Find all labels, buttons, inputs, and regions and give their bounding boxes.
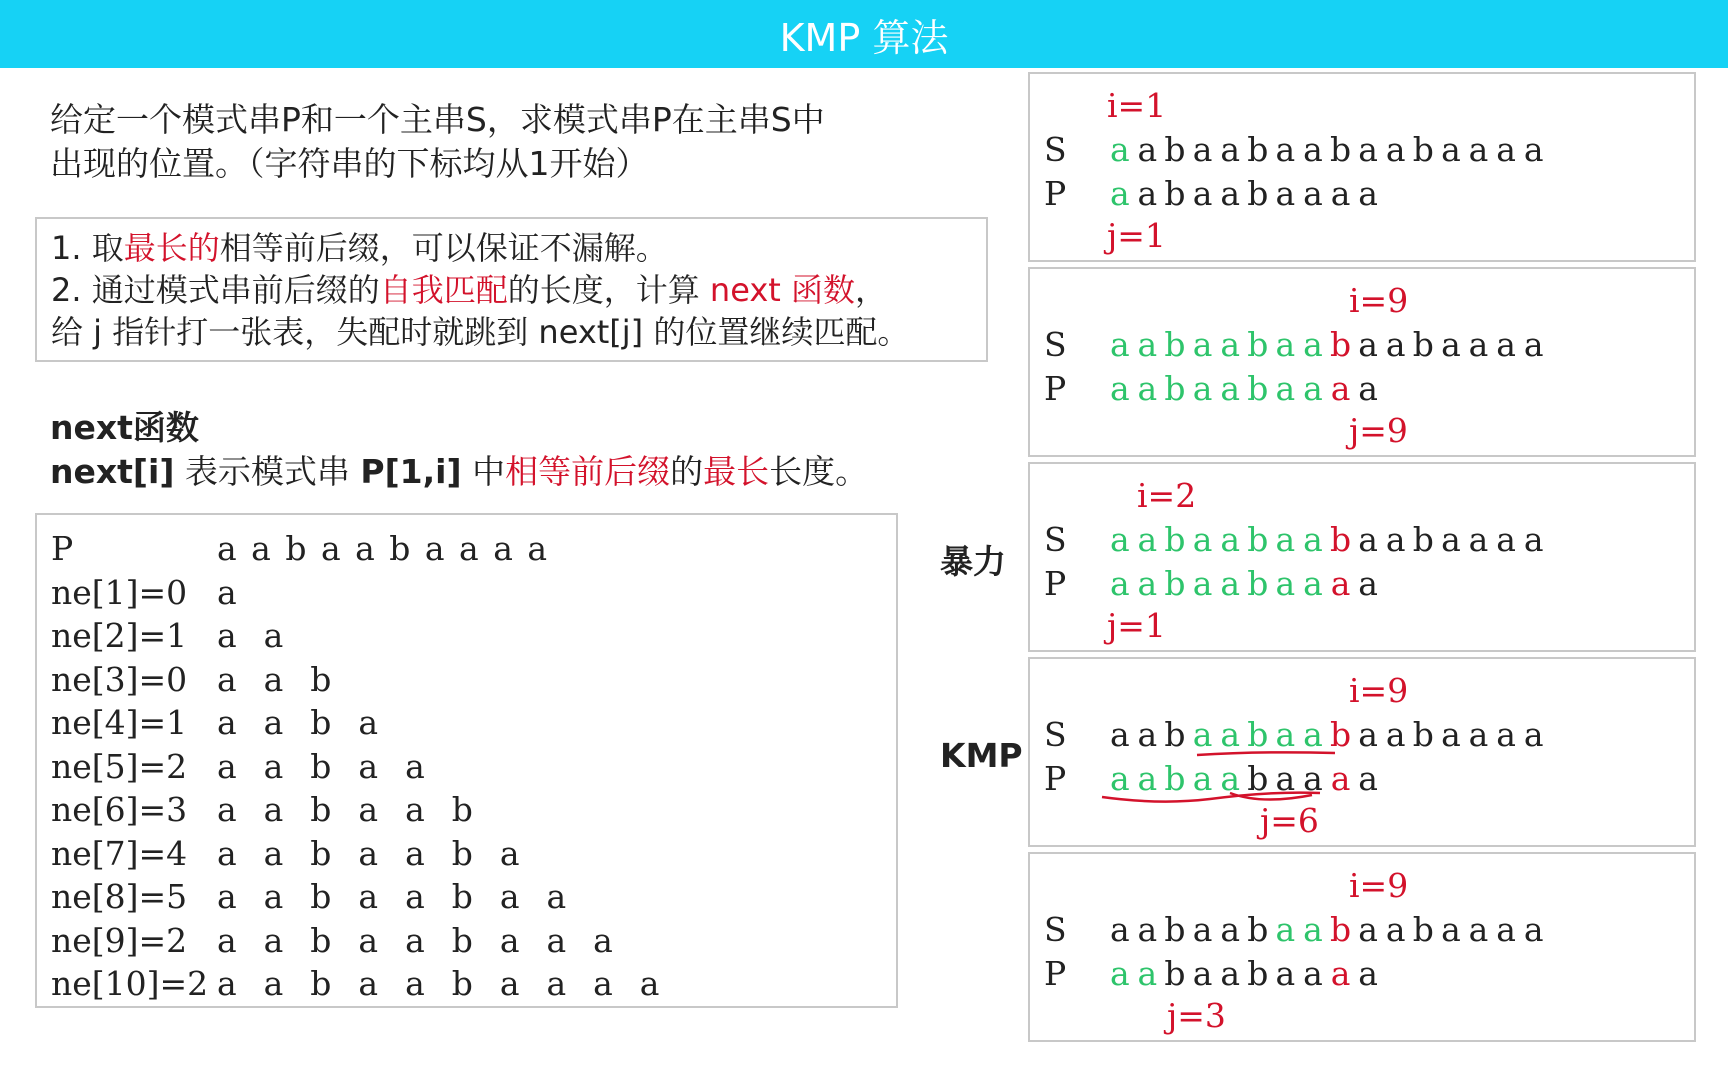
char: b — [1329, 910, 1352, 949]
i-pointer: i=9 — [1349, 671, 1409, 710]
table-row-key: ne[4]=1 — [51, 703, 188, 743]
table-row-value: a a b a a b a a a — [217, 920, 615, 960]
table-row-key: ne[10]=2 — [51, 964, 209, 1004]
char: b — [1412, 715, 1434, 754]
char: b — [1412, 325, 1434, 364]
p-string — [1106, 174, 1382, 213]
char: b — [1329, 130, 1352, 169]
char: a — [1275, 910, 1296, 949]
char: b — [1164, 564, 1186, 603]
kmp-label: KMP — [940, 736, 1023, 775]
table-row — [51, 571, 882, 615]
prefix-suffix-underlines — [1030, 659, 1698, 849]
table-row-key: P — [51, 529, 74, 569]
i-pointer: i=9 — [1349, 866, 1409, 905]
char: a — [1496, 325, 1516, 364]
table-row — [51, 658, 882, 702]
char: a — [1358, 325, 1378, 364]
char: a — [1468, 520, 1489, 559]
char: a — [1109, 130, 1130, 169]
char: a — [1109, 759, 1130, 798]
match-panel-3 — [1028, 462, 1696, 652]
char: a — [1109, 910, 1130, 949]
note-1-highlight: 最长的 — [123, 229, 220, 267]
char: a — [1330, 174, 1351, 213]
note-2 — [51, 269, 972, 311]
char: a — [1385, 325, 1406, 364]
char: a — [1192, 520, 1213, 559]
table-row-key: ne[1]=0 — [51, 572, 188, 612]
table-row-key: ne[9]=2 — [51, 920, 188, 960]
char: a — [1523, 325, 1544, 364]
table-row-key: ne[3]=0 — [51, 659, 188, 699]
char: a — [1330, 564, 1351, 603]
char: a — [1358, 369, 1378, 408]
char: a — [1523, 715, 1544, 754]
char: b — [1164, 520, 1186, 559]
char: a — [1137, 325, 1158, 364]
next-heading: next函数 — [50, 408, 199, 447]
char: a — [1468, 130, 1489, 169]
note-2-a: 2. 通过模式串前后缀的 — [51, 271, 380, 309]
char: a — [1496, 130, 1516, 169]
char: a — [1468, 910, 1489, 949]
char: b — [1247, 174, 1269, 213]
note-3: 给 j 指针打一张表，失配时就跳到 next[j] 的位置继续匹配。 — [51, 313, 910, 351]
intro-line-2: 出现的位置。（字符串的下标均从1开始） — [50, 144, 649, 183]
char: a — [1137, 910, 1158, 949]
table-row — [51, 832, 882, 876]
char: a — [1220, 910, 1241, 949]
char: b — [1247, 759, 1269, 798]
notes-box — [35, 217, 988, 362]
char: a — [1303, 564, 1323, 603]
char: a — [1275, 369, 1296, 408]
table-row-key: ne[2]=1 — [51, 616, 188, 656]
intro-text — [50, 98, 950, 186]
char: b — [1247, 715, 1269, 754]
page-title: KMP 算法 — [779, 15, 949, 60]
char: a — [1496, 715, 1516, 754]
char: b — [1247, 564, 1269, 603]
j-pointer: j=1 — [1107, 216, 1166, 255]
char: a — [1275, 520, 1296, 559]
def-g: 最长 — [703, 452, 770, 491]
char: a — [1192, 130, 1213, 169]
char: a — [1330, 954, 1351, 993]
p-label: P — [1044, 174, 1067, 213]
note-1-c: 相等前后缀，可以保证不漏解。 — [219, 229, 668, 267]
i-pointer: i=9 — [1349, 281, 1409, 320]
table-row-value: a a b a a b a — [217, 833, 522, 873]
char: b — [1164, 174, 1186, 213]
underline-stroke — [1197, 752, 1335, 755]
char: b — [1329, 325, 1352, 364]
char: a — [1441, 130, 1461, 169]
def-h: 长度。 — [769, 452, 869, 491]
i-pointer: i=1 — [1107, 86, 1167, 125]
table-row — [51, 745, 882, 789]
char: a — [1220, 759, 1241, 798]
char: b — [1412, 130, 1434, 169]
char: a — [1496, 520, 1516, 559]
intro-line-1: 给定一个模式串P和一个主串S，求模式串P在主串S中 — [50, 100, 825, 139]
table-row — [51, 701, 882, 745]
char: a — [1303, 954, 1323, 993]
note-2-highlight: 自我匹配 — [379, 271, 508, 309]
table-row-key: ne[5]=2 — [51, 746, 188, 786]
char: a — [1303, 759, 1323, 798]
j-pointer: j=6 — [1260, 801, 1319, 840]
char: a — [1109, 174, 1130, 213]
char: b — [1164, 759, 1186, 798]
char: a — [1275, 174, 1296, 213]
char: a — [1109, 564, 1130, 603]
p-string — [1106, 369, 1382, 408]
j-pointer: j=9 — [1349, 411, 1408, 450]
char: b — [1164, 954, 1186, 993]
char: a — [1358, 715, 1378, 754]
char: a — [1303, 715, 1323, 754]
s-string — [1106, 520, 1548, 559]
table-row — [51, 962, 882, 1006]
char: b — [1329, 715, 1352, 754]
char: a — [1275, 954, 1296, 993]
char: a — [1220, 369, 1241, 408]
table-row-value: a a — [217, 616, 286, 656]
char: b — [1412, 520, 1434, 559]
s-label: S — [1044, 715, 1067, 754]
def-a: next[i] — [50, 452, 175, 491]
s-string — [1106, 130, 1548, 169]
char: a — [1137, 954, 1158, 993]
s-label: S — [1044, 130, 1067, 169]
char: a — [1441, 910, 1461, 949]
table-row-value: a a b — [217, 659, 334, 699]
next-section — [50, 406, 868, 494]
match-panel-2 — [1028, 267, 1696, 457]
char: a — [1441, 520, 1461, 559]
char: a — [1220, 954, 1241, 993]
char: a — [1192, 954, 1213, 993]
char: b — [1247, 369, 1269, 408]
def-c: P[1,i] — [360, 452, 462, 491]
char: a — [1220, 174, 1241, 213]
header-bar — [0, 0, 1728, 68]
match-panel-4 — [1028, 657, 1696, 847]
table-row-key: ne[7]=4 — [51, 833, 188, 873]
char: b — [1247, 325, 1269, 364]
char: a — [1330, 369, 1351, 408]
s-label: S — [1044, 325, 1067, 364]
p-string — [1106, 564, 1382, 603]
char: a — [1385, 715, 1406, 754]
char: a — [1220, 564, 1241, 603]
def-d: 中 — [461, 452, 506, 491]
char: a — [1303, 174, 1323, 213]
char: a — [1192, 715, 1213, 754]
table-row-value: a — [217, 572, 239, 612]
char: a — [1137, 174, 1158, 213]
char: a — [1275, 759, 1296, 798]
s-label: S — [1044, 520, 1067, 559]
char: b — [1247, 910, 1269, 949]
table-row-value: a a b a a — [217, 746, 427, 786]
char: a — [1192, 759, 1213, 798]
char: a — [1220, 715, 1241, 754]
table-row — [51, 614, 882, 658]
char: b — [1412, 910, 1434, 949]
char: a — [1441, 715, 1461, 754]
match-panel-5 — [1028, 852, 1696, 1042]
i-pointer: i=2 — [1137, 476, 1197, 515]
j-pointer: j=3 — [1167, 996, 1226, 1035]
char: a — [1385, 910, 1406, 949]
s-label: S — [1044, 910, 1067, 949]
char: a — [1523, 520, 1544, 559]
char: a — [1468, 715, 1489, 754]
p-label: P — [1044, 369, 1067, 408]
char: a — [1358, 520, 1378, 559]
table-row-value: a a b a a b a a — [217, 877, 569, 917]
char: a — [1441, 325, 1461, 364]
char: a — [1496, 910, 1516, 949]
next-definition — [50, 450, 868, 494]
char: a — [1137, 564, 1158, 603]
char: a — [1468, 325, 1489, 364]
char: a — [1137, 369, 1158, 408]
char: a — [1275, 325, 1296, 364]
char: b — [1164, 910, 1186, 949]
char: a — [1523, 910, 1544, 949]
table-row-value: a a b a a b a a a a — [217, 964, 662, 1004]
char: a — [1358, 174, 1378, 213]
char: a — [1192, 369, 1213, 408]
p-label: P — [1044, 954, 1067, 993]
char: a — [1385, 520, 1406, 559]
note-1 — [51, 227, 972, 269]
char: b — [1164, 325, 1186, 364]
table-row — [51, 875, 882, 919]
next-table — [35, 513, 898, 1008]
char: a — [1192, 174, 1213, 213]
char: b — [1247, 954, 1269, 993]
j-pointer: j=1 — [1107, 606, 1166, 645]
char: a — [1109, 325, 1130, 364]
p-string — [1106, 954, 1382, 993]
note-2-e: ， — [855, 271, 888, 309]
char: b — [1164, 130, 1186, 169]
s-string — [1106, 910, 1548, 949]
def-b: 表示模式串 — [174, 452, 361, 491]
char: a — [1330, 759, 1351, 798]
char: b — [1247, 520, 1269, 559]
char: a — [1137, 715, 1158, 754]
table-row-key: ne[6]=3 — [51, 790, 188, 830]
def-f: 的 — [670, 452, 704, 491]
table-row-value: a a b a — [217, 703, 381, 743]
char: a — [1220, 325, 1241, 364]
underline-stroke — [1102, 793, 1320, 802]
table-row — [51, 788, 882, 832]
table-row — [51, 919, 882, 963]
char: a — [1109, 715, 1130, 754]
char: a — [1220, 520, 1241, 559]
char: a — [1275, 564, 1296, 603]
char: a — [1358, 910, 1378, 949]
char: a — [1358, 954, 1378, 993]
char: a — [1303, 369, 1323, 408]
def-e: 相等前后缀 — [505, 452, 671, 491]
char: a — [1303, 910, 1323, 949]
note-2-next-function: next 函数 — [709, 271, 855, 309]
char: b — [1164, 715, 1186, 754]
char: a — [1137, 759, 1158, 798]
char: a — [1358, 759, 1378, 798]
char: b — [1329, 520, 1352, 559]
note-1-a: 1. 取 — [51, 229, 124, 267]
char: b — [1247, 130, 1269, 169]
table-row-key: ne[8]=5 — [51, 877, 188, 917]
char: a — [1220, 130, 1241, 169]
char: a — [1523, 130, 1544, 169]
p-label: P — [1044, 759, 1067, 798]
char: a — [1109, 520, 1130, 559]
char: a — [1303, 520, 1323, 559]
char: a — [1358, 130, 1378, 169]
char: a — [1275, 130, 1296, 169]
note-2-c: 的长度，计算 — [507, 271, 710, 309]
char: a — [1109, 954, 1130, 993]
brute-label: 暴力 — [940, 542, 1006, 581]
char: a — [1275, 715, 1296, 754]
char: b — [1164, 369, 1186, 408]
char: a — [1137, 520, 1158, 559]
char: a — [1385, 130, 1406, 169]
s-string — [1106, 325, 1548, 364]
char: a — [1192, 325, 1213, 364]
char: a — [1109, 369, 1130, 408]
table-row-value: a a b a a b a a a a — [217, 529, 550, 569]
char: a — [1137, 130, 1158, 169]
table-row-value: a a b a a b — [217, 790, 475, 830]
table-row — [51, 527, 882, 571]
char: a — [1358, 564, 1378, 603]
char: a — [1192, 910, 1213, 949]
char: a — [1192, 564, 1213, 603]
char: a — [1303, 130, 1323, 169]
char: a — [1303, 325, 1323, 364]
p-label: P — [1044, 564, 1067, 603]
match-panel-1 — [1028, 72, 1696, 262]
